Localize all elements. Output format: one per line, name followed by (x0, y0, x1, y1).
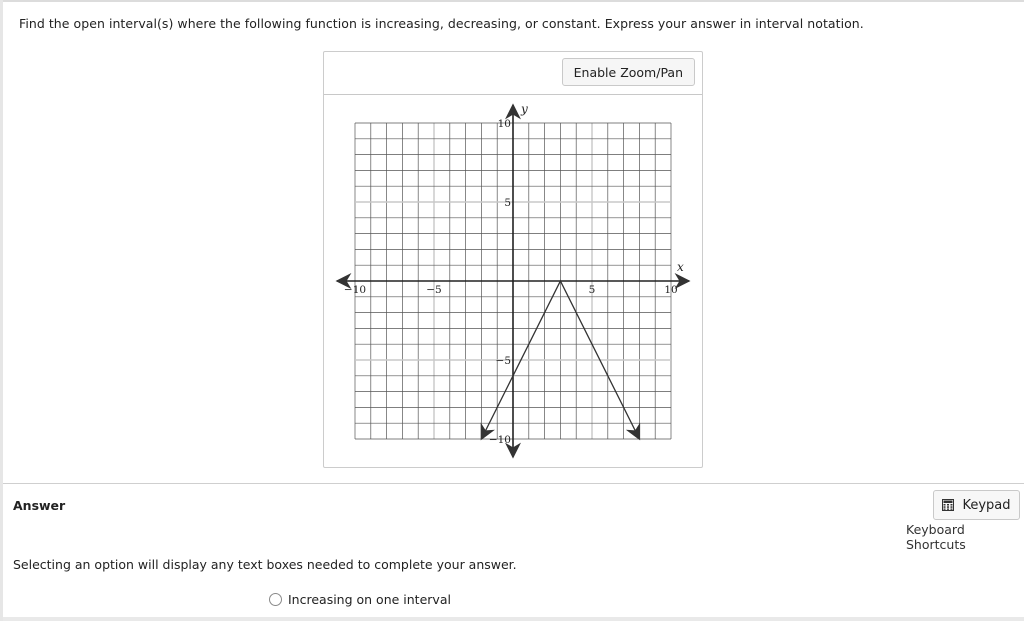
svg-text:y: y (521, 102, 528, 116)
function-graph (324, 52, 702, 467)
question-text: Find the open interval(s) where the following function is increasing, decreasing, or constant. Express your answer in interval notation. (19, 16, 864, 31)
answer-instructions: Selecting an option will display any text boxes needed to complete your answer. (13, 557, 517, 572)
svg-text:x: x (677, 260, 684, 274)
svg-text:5: 5 (588, 284, 596, 296)
enable-zoom-pan-button[interactable]: Enable Zoom/Pan (562, 58, 695, 86)
calculator-icon (942, 499, 954, 511)
section-divider (3, 483, 1024, 484)
graph-panel (323, 51, 703, 468)
top-border (0, 0, 1024, 2)
bottom-border (3, 617, 1024, 621)
option-label: Increasing on one interval (288, 592, 451, 607)
svg-text:−5: −5 (426, 284, 442, 296)
left-border (0, 0, 3, 621)
keypad-button[interactable] (933, 490, 1020, 520)
keypad-label: Keypad (962, 497, 1011, 513)
svg-text:−10: −10 (343, 284, 367, 296)
radio-button[interactable] (269, 593, 282, 606)
answer-heading: Answer (13, 498, 66, 513)
option-increasing-one-interval[interactable] (269, 592, 451, 607)
svg-text:−5: −5 (495, 355, 511, 367)
svg-text:10: 10 (664, 284, 678, 296)
svg-text:10: 10 (497, 118, 511, 130)
keyboard-shortcuts-link[interactable]: Keyboard Shortcuts (906, 522, 966, 552)
svg-text:−10: −10 (488, 434, 511, 446)
svg-text:5: 5 (504, 197, 511, 209)
